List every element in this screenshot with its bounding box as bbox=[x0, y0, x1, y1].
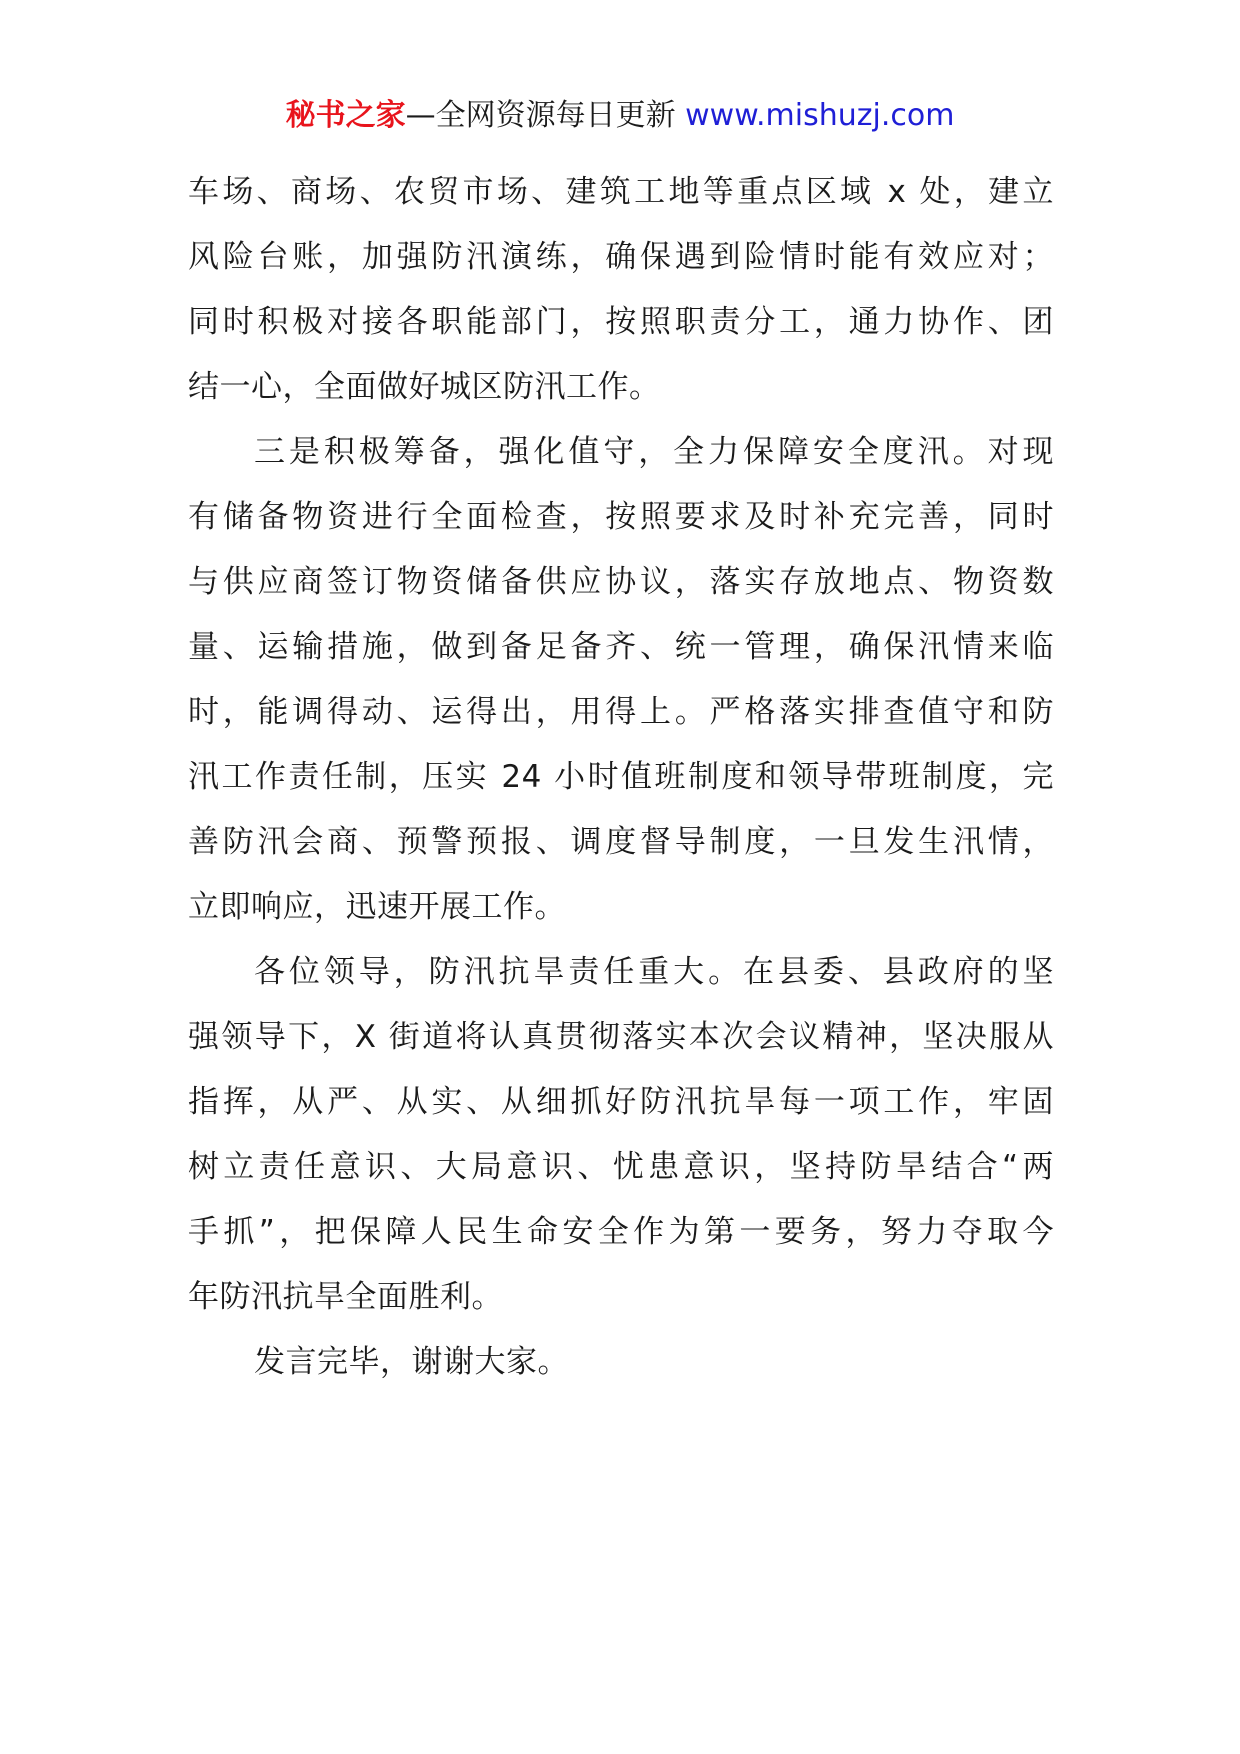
text-line: 强领导下，X 街道将认真贯彻落实本次会议精神，坚决服从 bbox=[188, 1019, 1054, 1055]
text-line: 树立责任意识、大局意识、忧患意识，坚持防旱结合“两 bbox=[188, 1149, 1054, 1185]
text-line: 指挥，从严、从实、从细抓好防汛抗旱每一项工作，牢固 bbox=[188, 1084, 1054, 1120]
paragraph-start-line: 发言完毕，谢谢大家。 bbox=[254, 1344, 569, 1380]
text-line: 有储备物资进行全面检查，按照要求及时补充完善，同时 bbox=[188, 499, 1054, 535]
site-url-link[interactable]: www.mishuzj.com bbox=[685, 98, 955, 133]
paragraph-start-line: 各位领导，防汛抗旱责任重大。在县委、县政府的坚 bbox=[254, 954, 1054, 990]
text-line: 结一心，全面做好城区防汛工作。 bbox=[188, 369, 661, 405]
text-line: 立即响应，迅速开展工作。 bbox=[188, 889, 566, 925]
text-line: 汛工作责任制，压实 24 小时值班制度和领导带班制度，完 bbox=[188, 759, 1054, 795]
paragraph-start-line: 三是积极筹备，强化值守，全力保障安全度汛。对现 bbox=[254, 434, 1054, 470]
text-line: 年防汛抗旱全面胜利。 bbox=[188, 1279, 503, 1315]
site-tagline: —全网资源每日更新 bbox=[405, 98, 686, 133]
site-brand: 秘书之家 bbox=[285, 98, 406, 133]
text-line: 车场、商场、农贸市场、建筑工地等重点区域 x 处，建立 bbox=[188, 174, 1054, 210]
document-body bbox=[188, 160, 1054, 1395]
text-line: 量、运输措施，做到备足备齐、统一管理，确保汛情来临 bbox=[188, 629, 1054, 665]
text-line: 同时积极对接各职能部门，按照职责分工，通力协作、团 bbox=[188, 304, 1054, 340]
text-line: 手抓”，把保障人民生命安全作为第一要务，努力夺取今 bbox=[188, 1214, 1054, 1250]
text-line: 风险台账，加强防汛演练，确保遇到险情时能有效应对； bbox=[188, 239, 1054, 275]
text-line: 时，能调得动、运得出，用得上。严格落实排查值守和防 bbox=[188, 694, 1054, 730]
text-line: 与供应商签订物资储备供应协议，落实存放地点、物资数 bbox=[188, 564, 1054, 600]
site-header bbox=[0, 96, 1240, 136]
text-line: 善防汛会商、预警预报、调度督导制度，一旦发生汛情， bbox=[188, 824, 1054, 860]
